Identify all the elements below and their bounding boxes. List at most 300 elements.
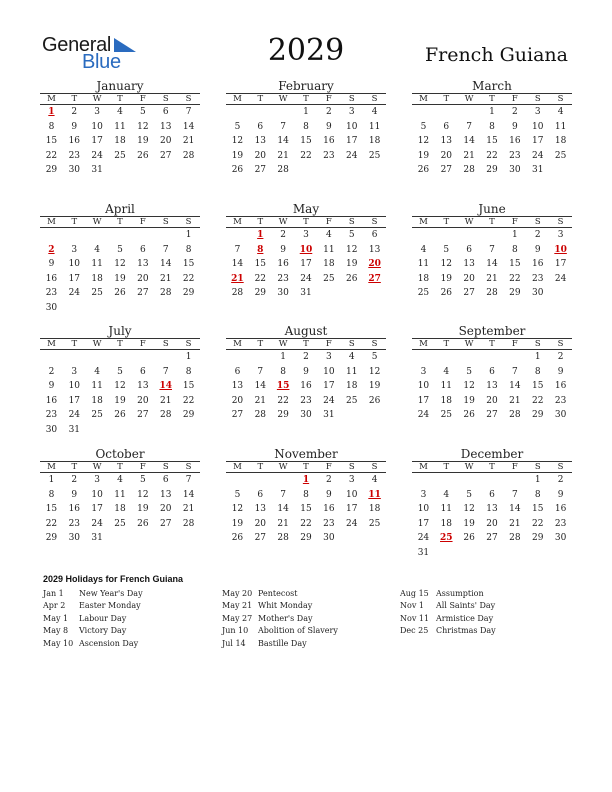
day-cell: 7 [280, 489, 287, 500]
day-cell: 2 [48, 366, 55, 377]
day-cell: 9 [303, 366, 309, 377]
holiday-name: Whit Monday [258, 601, 313, 611]
day-cell: 23 [554, 518, 567, 529]
day-cell: 4 [371, 107, 378, 117]
day-cell: 10 [323, 366, 335, 377]
day-cell: 19 [137, 136, 149, 147]
day-cell: 3 [71, 244, 78, 255]
weekday-label: S [371, 462, 378, 472]
day-cell: 16 [323, 504, 335, 515]
weekday-label: T [489, 94, 495, 104]
weekday-label: T [257, 462, 264, 472]
day-cell: 20 [486, 518, 498, 529]
day-cell: 17 [417, 518, 430, 529]
weekday-label: F [325, 462, 332, 472]
month-name: December [460, 447, 524, 461]
day-cell: 28 [182, 518, 195, 529]
day-cell: 5 [140, 107, 146, 117]
day-cell: 15 [45, 504, 58, 515]
day-cell [458, 105, 481, 120]
day-cell: 27 [231, 410, 244, 421]
day-cell: 24 [68, 410, 81, 421]
day-cell [363, 286, 386, 301]
day-cell: 12 [137, 121, 149, 132]
weekday-label: T [71, 217, 78, 227]
day-cell: 26 [368, 395, 381, 406]
day-cell: 3 [420, 489, 427, 500]
day-cell [481, 473, 504, 488]
day-cell: 3 [420, 366, 427, 377]
week-row [40, 350, 200, 365]
day-cell [412, 350, 435, 365]
day-cell [226, 350, 249, 365]
day-cell: 4 [117, 475, 123, 485]
day-cell: 16 [554, 381, 567, 392]
week-row [226, 257, 386, 272]
day-cell: 23 [509, 150, 521, 161]
weekday-label: T [117, 217, 123, 227]
day-cell: 30 [277, 288, 289, 299]
day-cell [131, 531, 154, 546]
day-cell: 24 [346, 150, 358, 161]
day-cell: 18 [440, 518, 453, 529]
day-cell: 22 [45, 518, 58, 529]
week-row [226, 365, 386, 380]
day-cell: 1 [534, 352, 541, 362]
day-cell: 28 [160, 410, 172, 421]
weekday-label: M [47, 339, 56, 349]
week-row [412, 243, 572, 258]
day-cell: 12 [137, 489, 149, 500]
day-cell: 26 [417, 165, 430, 176]
weekday-label: T [117, 94, 123, 104]
day-cell: 9 [326, 121, 332, 132]
day-cell: 19 [417, 150, 430, 161]
holiday-item [400, 613, 496, 625]
weekday-label: F [511, 462, 518, 472]
month-july [40, 324, 200, 438]
day-cell: 12 [368, 366, 381, 377]
day-cell [131, 163, 154, 178]
day-cell [317, 163, 340, 178]
weekday-label: F [139, 339, 146, 349]
day-cell: 10 [417, 504, 430, 515]
day-cell: 9 [557, 366, 564, 377]
day-cell: 2 [303, 352, 309, 362]
day-cell: 11 [91, 381, 103, 392]
day-cell: 1 [303, 107, 309, 117]
weekday-header [226, 461, 386, 473]
day-cell: 3 [348, 107, 355, 117]
day-cell: 27 [137, 288, 149, 299]
day-cell: 7 [512, 489, 518, 500]
day-cell: 26 [440, 288, 453, 299]
day-cell: 4 [557, 107, 564, 117]
weekday-label: F [139, 462, 146, 472]
day-cell [154, 301, 177, 316]
weekday-label: M [419, 462, 428, 472]
weekday-label: M [47, 94, 56, 104]
day-cell: 18 [554, 136, 567, 147]
day-cell: 27 [486, 410, 498, 421]
day-cell: 8 [534, 489, 541, 500]
day-cell [63, 301, 86, 316]
day-cell: 23 [323, 518, 335, 529]
day-cell: 13 [486, 381, 498, 392]
day-cell: 24 [532, 150, 544, 161]
day-cell: 13 [368, 244, 381, 255]
holiday-item [43, 613, 143, 625]
day-cell: 19 [440, 273, 453, 284]
day-cell: 1 [185, 230, 192, 240]
month-august [226, 324, 386, 423]
day-cell [40, 228, 63, 243]
weekday-label: S [185, 94, 192, 104]
day-cell: 18 [368, 504, 381, 515]
day-cell: 24 [554, 273, 567, 284]
holiday-item [43, 588, 143, 600]
day-cell: 3 [534, 107, 541, 117]
holiday-name: Victory Day [79, 626, 127, 636]
holiday-item [222, 638, 338, 650]
day-cell: 6 [371, 230, 378, 240]
holiday-name: Ascension Day [79, 638, 139, 648]
day-cell [63, 228, 86, 243]
day-cell: 21 [463, 150, 475, 161]
day-cell [481, 546, 504, 561]
week-row [226, 286, 386, 301]
day-cell: 17 [554, 259, 567, 270]
day-cell [109, 423, 132, 438]
week-row [40, 228, 200, 243]
day-cell: 20 [463, 273, 475, 284]
holiday-item [222, 600, 338, 612]
weekday-label: W [92, 462, 102, 472]
day-cell: 16 [68, 504, 81, 515]
weekday-label: F [511, 339, 518, 349]
day-cell: 2 [534, 230, 541, 240]
day-cell: 15 [532, 504, 544, 515]
weekday-label: W [278, 217, 288, 227]
week-row [226, 105, 386, 120]
weekday-label: M [233, 94, 242, 104]
weekday-label: S [371, 339, 378, 349]
weekday-label: S [371, 94, 378, 104]
week-row [412, 120, 572, 135]
day-cell: 6 [489, 489, 495, 500]
holiday-column [400, 588, 496, 638]
day-cell: 16 [554, 504, 567, 515]
day-cell: 28 [463, 165, 475, 176]
day-cell: 5 [466, 489, 473, 500]
day-cell: 24 [346, 518, 358, 529]
day-cell: 22 [300, 518, 312, 529]
holiday-day: 15 [276, 381, 290, 392]
holiday-item [400, 600, 496, 612]
day-cell: 17 [417, 395, 430, 406]
weekday-label: F [325, 217, 332, 227]
day-cell [435, 105, 458, 120]
day-cell: 12 [440, 259, 453, 270]
weekday-label: T [303, 94, 309, 104]
day-cell: 6 [443, 121, 450, 132]
weekday-header [412, 216, 572, 228]
day-cell: 9 [280, 244, 287, 255]
day-cell: 5 [234, 489, 241, 500]
day-cell: 14 [277, 504, 289, 515]
day-cell: 15 [45, 136, 58, 147]
day-cell: 22 [532, 518, 544, 529]
weekday-header [40, 93, 200, 105]
day-cell: 13 [254, 136, 267, 147]
weekday-label: T [489, 339, 495, 349]
month-may [226, 202, 386, 301]
day-cell: 30 [45, 302, 58, 313]
day-cell: 6 [162, 107, 169, 117]
weekday-label: T [257, 339, 264, 349]
day-cell [503, 546, 526, 561]
day-cell: 13 [254, 504, 267, 515]
day-cell: 6 [257, 489, 264, 500]
day-cell: 29 [300, 533, 312, 544]
weekday-label: F [325, 94, 332, 104]
day-cell [40, 350, 63, 365]
weekday-label: F [511, 94, 518, 104]
day-cell [86, 228, 109, 243]
day-cell: 14 [509, 381, 521, 392]
day-cell: 25 [91, 410, 103, 421]
day-cell: 8 [512, 244, 518, 255]
day-cell: 17 [91, 136, 103, 147]
weekday-label: S [534, 462, 541, 472]
weekday-label: F [511, 217, 518, 227]
month-name: March [472, 79, 512, 93]
day-cell: 6 [489, 366, 495, 377]
day-cell: 24 [68, 288, 81, 299]
day-cell [317, 286, 340, 301]
day-cell: 4 [443, 489, 450, 500]
day-cell: 7 [185, 475, 192, 485]
day-cell: 14 [160, 259, 172, 270]
week-row [412, 517, 572, 532]
day-cell: 17 [300, 259, 312, 270]
week-row [226, 531, 386, 546]
day-cell: 21 [509, 395, 521, 406]
day-cell: 1 [534, 475, 541, 485]
holiday-date: May 27 [222, 613, 253, 623]
week-row [412, 394, 572, 409]
holiday-day: 1 [48, 107, 55, 117]
holiday-item [400, 625, 496, 637]
holiday-day: 10 [299, 244, 313, 255]
month-december [412, 447, 572, 561]
day-cell [458, 350, 481, 365]
holiday-name: Pentecost [258, 589, 298, 598]
weekday-label: T [443, 462, 450, 472]
holiday-name: Mother's Day [258, 613, 313, 623]
day-cell: 3 [94, 475, 101, 485]
weekday-label: T [71, 462, 78, 472]
day-cell: 8 [280, 366, 287, 377]
day-cell: 29 [532, 410, 544, 421]
day-cell: 31 [91, 533, 103, 544]
day-cell: 11 [440, 381, 453, 392]
holiday-item [400, 588, 496, 600]
day-cell: 17 [91, 504, 103, 515]
day-cell [363, 163, 386, 178]
holiday-name: Armistice Day [436, 613, 494, 623]
month-name: June [478, 202, 506, 216]
day-cell: 25 [323, 273, 335, 284]
day-cell: 8 [48, 489, 55, 500]
day-cell [412, 228, 435, 243]
day-cell [226, 105, 249, 120]
day-cell: 19 [114, 395, 126, 406]
week-row [412, 365, 572, 380]
day-cell [154, 350, 177, 365]
holiday-item [43, 625, 143, 637]
month-name: January [96, 79, 144, 93]
day-cell: 9 [71, 489, 78, 500]
day-cell: 10 [346, 489, 358, 500]
day-cell: 4 [443, 366, 450, 377]
day-cell: 11 [323, 244, 335, 255]
day-cell [272, 105, 295, 120]
day-cell: 12 [231, 504, 244, 515]
day-cell: 23 [68, 518, 81, 529]
day-cell: 17 [68, 273, 81, 284]
day-cell: 20 [160, 136, 172, 147]
day-cell: 25 [368, 150, 381, 161]
day-cell: 20 [160, 504, 172, 515]
day-cell: 18 [91, 395, 103, 406]
day-cell: 12 [114, 381, 126, 392]
day-cell: 30 [509, 165, 521, 176]
day-cell: 10 [91, 121, 103, 132]
weekday-label: S [371, 217, 378, 227]
day-cell [154, 228, 177, 243]
weekday-label: S [162, 94, 169, 104]
weekday-label: S [162, 217, 169, 227]
day-cell: 1 [512, 230, 518, 240]
day-cell: 11 [114, 121, 126, 132]
weekday-label: T [71, 94, 78, 104]
day-cell: 18 [114, 136, 126, 147]
day-cell: 15 [509, 259, 521, 270]
day-cell: 24 [91, 150, 103, 161]
week-row [40, 394, 200, 409]
weekday-label: T [117, 339, 123, 349]
weekday-label: F [139, 94, 146, 104]
day-cell: 26 [463, 533, 475, 544]
day-cell [249, 105, 272, 120]
day-cell: 10 [346, 121, 358, 132]
day-cell [435, 350, 458, 365]
day-cell: 9 [512, 121, 518, 132]
weekday-label: M [419, 217, 428, 227]
day-cell: 25 [368, 518, 381, 529]
day-cell: 10 [68, 381, 81, 392]
day-cell [549, 546, 572, 561]
weekday-label: M [233, 339, 242, 349]
weekday-header [226, 93, 386, 105]
day-cell: 16 [68, 136, 81, 147]
day-cell: 16 [323, 136, 335, 147]
day-cell: 27 [160, 150, 172, 161]
day-cell [177, 301, 200, 316]
weekday-label: W [278, 462, 288, 472]
day-cell: 9 [48, 381, 55, 392]
week-row [412, 473, 572, 488]
day-cell: 14 [486, 259, 498, 270]
weekday-label: W [278, 339, 288, 349]
week-row [412, 163, 572, 178]
day-cell: 19 [137, 504, 149, 515]
day-cell: 4 [117, 107, 123, 117]
day-cell: 24 [323, 395, 335, 406]
day-cell: 8 [534, 366, 541, 377]
holiday-name: All Saints' Day [436, 601, 496, 611]
week-row [412, 286, 572, 301]
day-cell [412, 105, 435, 120]
weekday-label: S [162, 339, 169, 349]
week-row [40, 120, 200, 135]
day-cell: 20 [137, 395, 149, 406]
weekday-label: T [443, 339, 450, 349]
day-cell: 6 [162, 475, 169, 485]
week-row [40, 301, 200, 316]
weekday-label: S [557, 339, 564, 349]
logo-word-blue: Blue [82, 51, 121, 73]
month-january [40, 79, 200, 178]
day-cell [363, 408, 386, 423]
week-row [40, 379, 200, 394]
day-cell [131, 423, 154, 438]
holiday-date: May 10 [43, 638, 74, 648]
day-cell: 12 [114, 259, 126, 270]
day-cell [481, 228, 504, 243]
week-row [412, 134, 572, 149]
day-cell: 19 [368, 381, 381, 392]
day-cell [340, 286, 363, 301]
week-row [226, 473, 386, 488]
day-cell: 11 [114, 489, 126, 500]
day-cell [131, 228, 154, 243]
week-row [412, 105, 572, 120]
week-row [40, 149, 200, 164]
day-cell: 4 [94, 366, 101, 377]
weekday-label: T [443, 217, 450, 227]
day-cell: 21 [486, 273, 498, 284]
day-cell: 26 [346, 273, 358, 284]
weekday-label: T [489, 217, 495, 227]
day-cell: 20 [254, 518, 267, 529]
day-cell: 27 [254, 165, 267, 176]
week-row [226, 228, 386, 243]
day-cell: 13 [463, 259, 475, 270]
day-cell: 21 [160, 273, 172, 284]
day-cell: 3 [326, 352, 332, 362]
day-cell: 17 [68, 395, 81, 406]
day-cell: 29 [509, 288, 521, 299]
day-cell: 25 [417, 288, 430, 299]
day-cell: 31 [91, 165, 103, 176]
day-cell: 13 [137, 259, 149, 270]
day-cell: 28 [277, 165, 289, 176]
holiday-name: Labour Day [79, 613, 127, 623]
day-cell: 26 [114, 410, 126, 421]
day-cell [340, 163, 363, 178]
